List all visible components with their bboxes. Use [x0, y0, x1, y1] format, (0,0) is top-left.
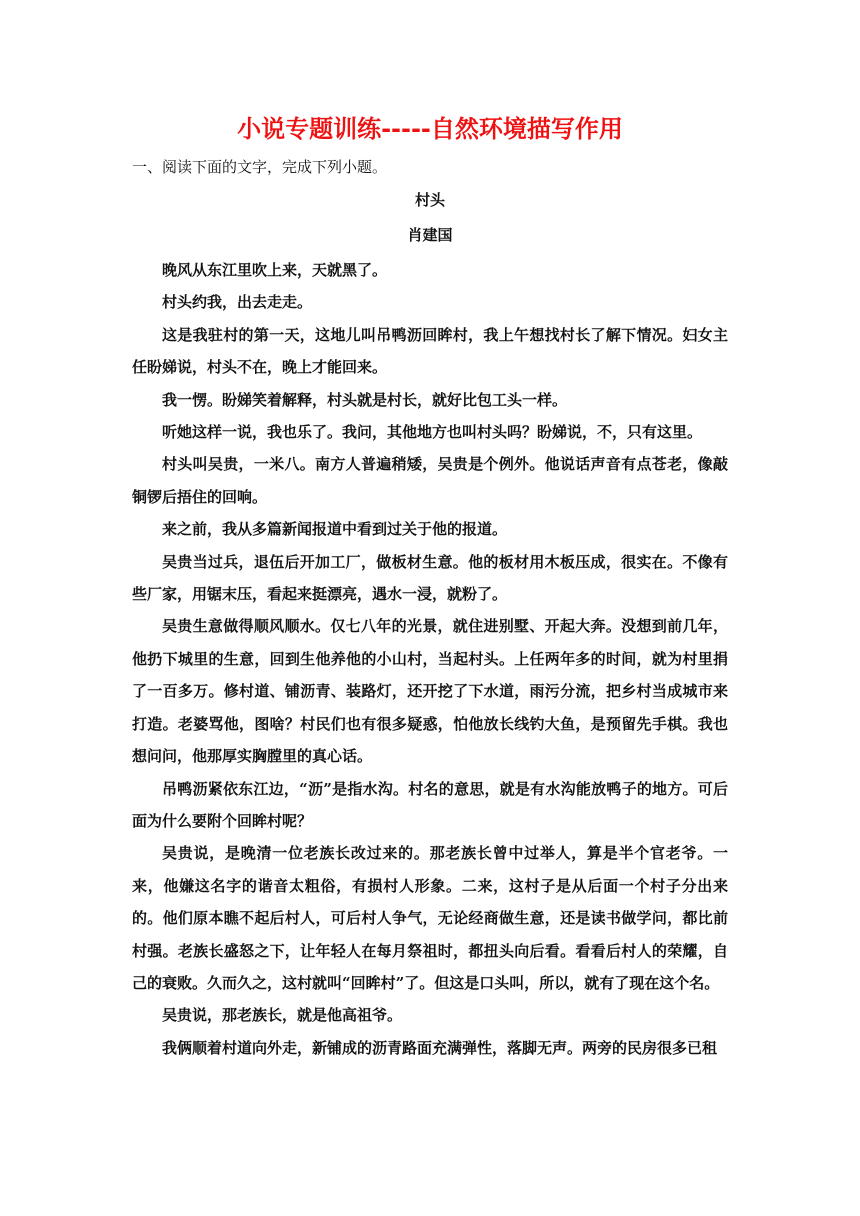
- article-body: [132, 254, 728, 1064]
- question-instruction: 一、阅读下面的文字，完成下列小题。: [132, 158, 388, 176]
- paragraph: 我俩顺着村道向外走，新铺成的沥青路面充满弹性，落脚无声。两旁的民房很多已租: [162, 1038, 718, 1057]
- paragraph: 吴贵生意做得顺风顺水。仅七八年的光景，就住进别墅、开起大奔。没想到前几年，他扔下城里的生意，回到生他养他的小山村，当起村头。上任两年多的时间，就为村里捐了一百多万。修村道、铺沥青、装路灯，还开挖了下水道，雨污分流，把乡村当成城市来打造。老婆骂他，图啥？村民们也有很多疑惑，怕他放长线钓大鱼，是预留先手棋。我也想问问，他那厚实胸膛里的真心话。: [132, 617, 728, 766]
- document-title: 小说专题训练-----自然环境描写作用: [237, 115, 623, 143]
- paragraph: 晚风从东江里吹上来，天就黑了。: [162, 261, 388, 279]
- paragraph: 村头叫吴贵，一米八。南方人普遍稍矮，吴贵是个例外。他说话声音有点苍老，像敲铜锣后捂住的回响。: [132, 455, 728, 506]
- paragraph: 村头约我，出去走走。: [162, 293, 313, 312]
- paragraph: 我一愣。盼娣笑着解释，村头就是村长，就好比包工头一样。: [162, 390, 568, 409]
- paragraph: 吴贵说，是晚清一位老族长改过来的。那老族长曾中过举人，算是半个官老爷。一来，他嫌这名字的谐音太粗俗，有损村人形象。二来，这村子是从后面一个村子分出来的。他们原本瞧不起后村人，可后村人争气，无论经商做生意，还是读书做学问，都比前村强。老族长盛怒之下，让年轻人在每月祭祖时，都扭头向后看。看看后村人的荣耀，自己的衰败。久而久之，这村就叫“回眸村”了。但这是口头叫，所以，就有了现在这个名。: [132, 844, 728, 992]
- article-author: 肖建国: [407, 226, 453, 244]
- paragraph: 吊鸭沥紧依东江边，“沥”是指水沟。村名的意思，就是有水沟能放鸭子的地方。可后面为什么要附个回眸村呢？: [132, 779, 728, 830]
- paragraph: 这是我驻村的第一天，这地儿叫吊鸭沥回眸村，我上午想找村长了解下情况。妇女主任盼娣说，村头不在，晚上才能回来。: [132, 325, 728, 377]
- article-title: 村头: [414, 191, 445, 209]
- paragraph: 听她这样一说，我也乐了。我问，其他地方也叫村头吗？盼娣说，不，只有这里。: [162, 423, 703, 442]
- paragraph: 吴贵说，那老族长，就是他高祖爷。: [162, 1006, 403, 1025]
- paragraph: 来之前，我从多篇新闻报道中看到过关于他的报道。: [162, 520, 508, 539]
- paragraph: 吴贵当过兵，退伍后开加工厂，做板材生意。他的板材用木板压成，很实在。不像有些厂家，用锯末压，看起来挺漂亮，遇水一浸，就粉了。: [132, 552, 728, 604]
